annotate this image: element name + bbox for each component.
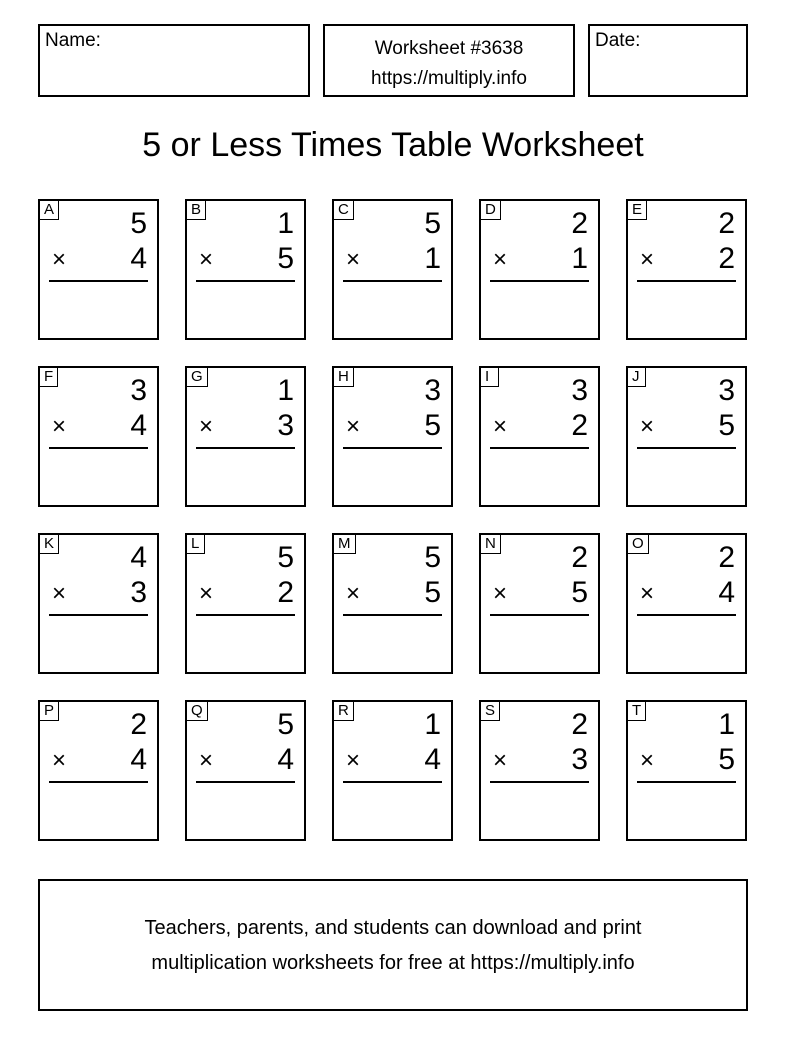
answer-line xyxy=(490,447,589,449)
multiplier: 4 xyxy=(130,409,147,442)
footer-line-2: multiplication worksheets for free at https://multiply.info xyxy=(151,952,635,974)
problem-card[interactable] xyxy=(626,366,747,507)
answer-line xyxy=(196,781,295,783)
problem-card[interactable] xyxy=(479,700,600,841)
answer-line xyxy=(490,781,589,783)
problem-letter: Q xyxy=(187,702,208,721)
page-title: 5 or Less Times Table Worksheet xyxy=(142,126,644,164)
multiplier: 2 xyxy=(571,409,588,442)
problem-letter: C xyxy=(334,201,354,220)
multiply-sign: × xyxy=(199,580,214,607)
answer-line xyxy=(49,280,148,282)
date-box[interactable] xyxy=(588,24,748,97)
multiply-sign: × xyxy=(52,580,67,607)
multiplicand: 3 xyxy=(130,374,147,407)
multiply-sign: × xyxy=(493,246,508,273)
multiply-sign: × xyxy=(52,413,67,440)
multiplier: 4 xyxy=(130,743,147,776)
problem-letter: L xyxy=(187,535,205,554)
multiplier: 4 xyxy=(277,743,294,776)
answer-line xyxy=(343,614,442,616)
footer-line-1: Teachers, parents, and students can download and print xyxy=(144,917,642,939)
problem-card[interactable] xyxy=(332,533,453,674)
problem-letter: F xyxy=(40,368,58,387)
multiplicand: 2 xyxy=(718,207,735,240)
problem-card[interactable] xyxy=(626,199,747,340)
problem-letter: K xyxy=(40,535,59,554)
problem-card[interactable] xyxy=(185,533,306,674)
problem-letter: E xyxy=(628,201,647,220)
problem-letter: G xyxy=(187,368,208,387)
multiplier: 4 xyxy=(130,242,147,275)
multiply-sign: × xyxy=(640,246,655,273)
multiply-sign: × xyxy=(640,413,655,440)
answer-line xyxy=(490,614,589,616)
multiplier: 5 xyxy=(718,743,735,776)
worksheet-number: Worksheet #3638 xyxy=(374,38,524,59)
problem-card[interactable] xyxy=(479,366,600,507)
multiplicand: 1 xyxy=(277,374,294,407)
multiply-sign: × xyxy=(493,580,508,607)
problem-card[interactable] xyxy=(332,366,453,507)
answer-line xyxy=(49,614,148,616)
problem-card[interactable] xyxy=(185,366,306,507)
multiplicand: 2 xyxy=(571,541,588,574)
multiplier: 1 xyxy=(424,242,441,275)
answer-line xyxy=(637,781,736,783)
problem-card[interactable] xyxy=(38,700,159,841)
multiply-sign: × xyxy=(346,246,361,273)
multiply-sign: × xyxy=(199,747,214,774)
multiply-sign: × xyxy=(640,580,655,607)
answer-line xyxy=(637,280,736,282)
multiplicand: 1 xyxy=(718,708,735,741)
answer-line xyxy=(196,447,295,449)
multiplicand: 2 xyxy=(130,708,147,741)
multiplicand: 2 xyxy=(571,207,588,240)
multiplier: 5 xyxy=(571,576,588,609)
multiplicand: 4 xyxy=(130,541,147,574)
problem-card[interactable] xyxy=(332,700,453,841)
multiply-sign: × xyxy=(493,747,508,774)
multiply-sign: × xyxy=(493,413,508,440)
problem-card[interactable] xyxy=(332,199,453,340)
multiply-sign: × xyxy=(640,747,655,774)
problem-card[interactable] xyxy=(479,199,600,340)
problem-card[interactable] xyxy=(626,533,747,674)
worksheet-info-box xyxy=(323,24,575,97)
multiplier: 5 xyxy=(718,409,735,442)
answer-line xyxy=(343,447,442,449)
problem-letter: R xyxy=(334,702,354,721)
multiplier: 4 xyxy=(424,743,441,776)
answer-line xyxy=(637,447,736,449)
problem-letter: J xyxy=(628,368,646,387)
problem-letter: D xyxy=(481,201,501,220)
multiply-sign: × xyxy=(346,413,361,440)
problem-card[interactable] xyxy=(38,533,159,674)
multiply-sign: × xyxy=(346,580,361,607)
problem-card[interactable] xyxy=(479,533,600,674)
problem-card[interactable] xyxy=(626,700,747,841)
date-label: Date: xyxy=(595,30,641,51)
multiplicand: 3 xyxy=(718,374,735,407)
problem-card[interactable] xyxy=(185,700,306,841)
name-box[interactable] xyxy=(38,24,310,97)
multiplier: 1 xyxy=(571,242,588,275)
multiply-sign: × xyxy=(199,246,214,273)
problem-letter: I xyxy=(481,368,499,387)
multiplier: 5 xyxy=(424,409,441,442)
answer-line xyxy=(196,614,295,616)
multiplier: 3 xyxy=(571,743,588,776)
problem-letter: S xyxy=(481,702,500,721)
worksheet-url: https://multiply.info xyxy=(371,68,527,89)
answer-line xyxy=(343,781,442,783)
problem-card[interactable] xyxy=(185,199,306,340)
multiplier: 4 xyxy=(718,576,735,609)
multiplicand: 5 xyxy=(424,207,441,240)
problem-letter: P xyxy=(40,702,59,721)
multiplier: 2 xyxy=(718,242,735,275)
multiplicand: 5 xyxy=(130,207,147,240)
answer-line xyxy=(343,280,442,282)
multiplicand: 5 xyxy=(424,541,441,574)
multiplicand: 2 xyxy=(718,541,735,574)
multiply-sign: × xyxy=(52,246,67,273)
problem-card[interactable] xyxy=(38,199,159,340)
answer-line xyxy=(49,447,148,449)
answer-line xyxy=(196,280,295,282)
multiply-sign: × xyxy=(346,747,361,774)
multiplier: 3 xyxy=(130,576,147,609)
problem-letter: N xyxy=(481,535,501,554)
multiplicand: 5 xyxy=(277,708,294,741)
name-label: Name: xyxy=(45,30,101,51)
multiplier: 5 xyxy=(424,576,441,609)
problem-letter: T xyxy=(628,702,646,721)
footer-box xyxy=(38,879,748,1011)
multiplicand: 3 xyxy=(571,374,588,407)
multiplier: 3 xyxy=(277,409,294,442)
problem-letter: B xyxy=(187,201,206,220)
problem-card[interactable] xyxy=(38,366,159,507)
multiplicand: 5 xyxy=(277,541,294,574)
multiplier: 5 xyxy=(277,242,294,275)
multiplicand: 1 xyxy=(424,708,441,741)
multiplicand: 2 xyxy=(571,708,588,741)
answer-line xyxy=(49,781,148,783)
multiplicand: 1 xyxy=(277,207,294,240)
problem-letter: H xyxy=(334,368,354,387)
problem-letter: A xyxy=(40,201,59,220)
multiplicand: 3 xyxy=(424,374,441,407)
multiply-sign: × xyxy=(199,413,214,440)
problem-letter: O xyxy=(628,535,649,554)
answer-line xyxy=(637,614,736,616)
multiply-sign: × xyxy=(52,747,67,774)
problem-letter: M xyxy=(334,535,356,554)
answer-line xyxy=(490,280,589,282)
multiplier: 2 xyxy=(277,576,294,609)
